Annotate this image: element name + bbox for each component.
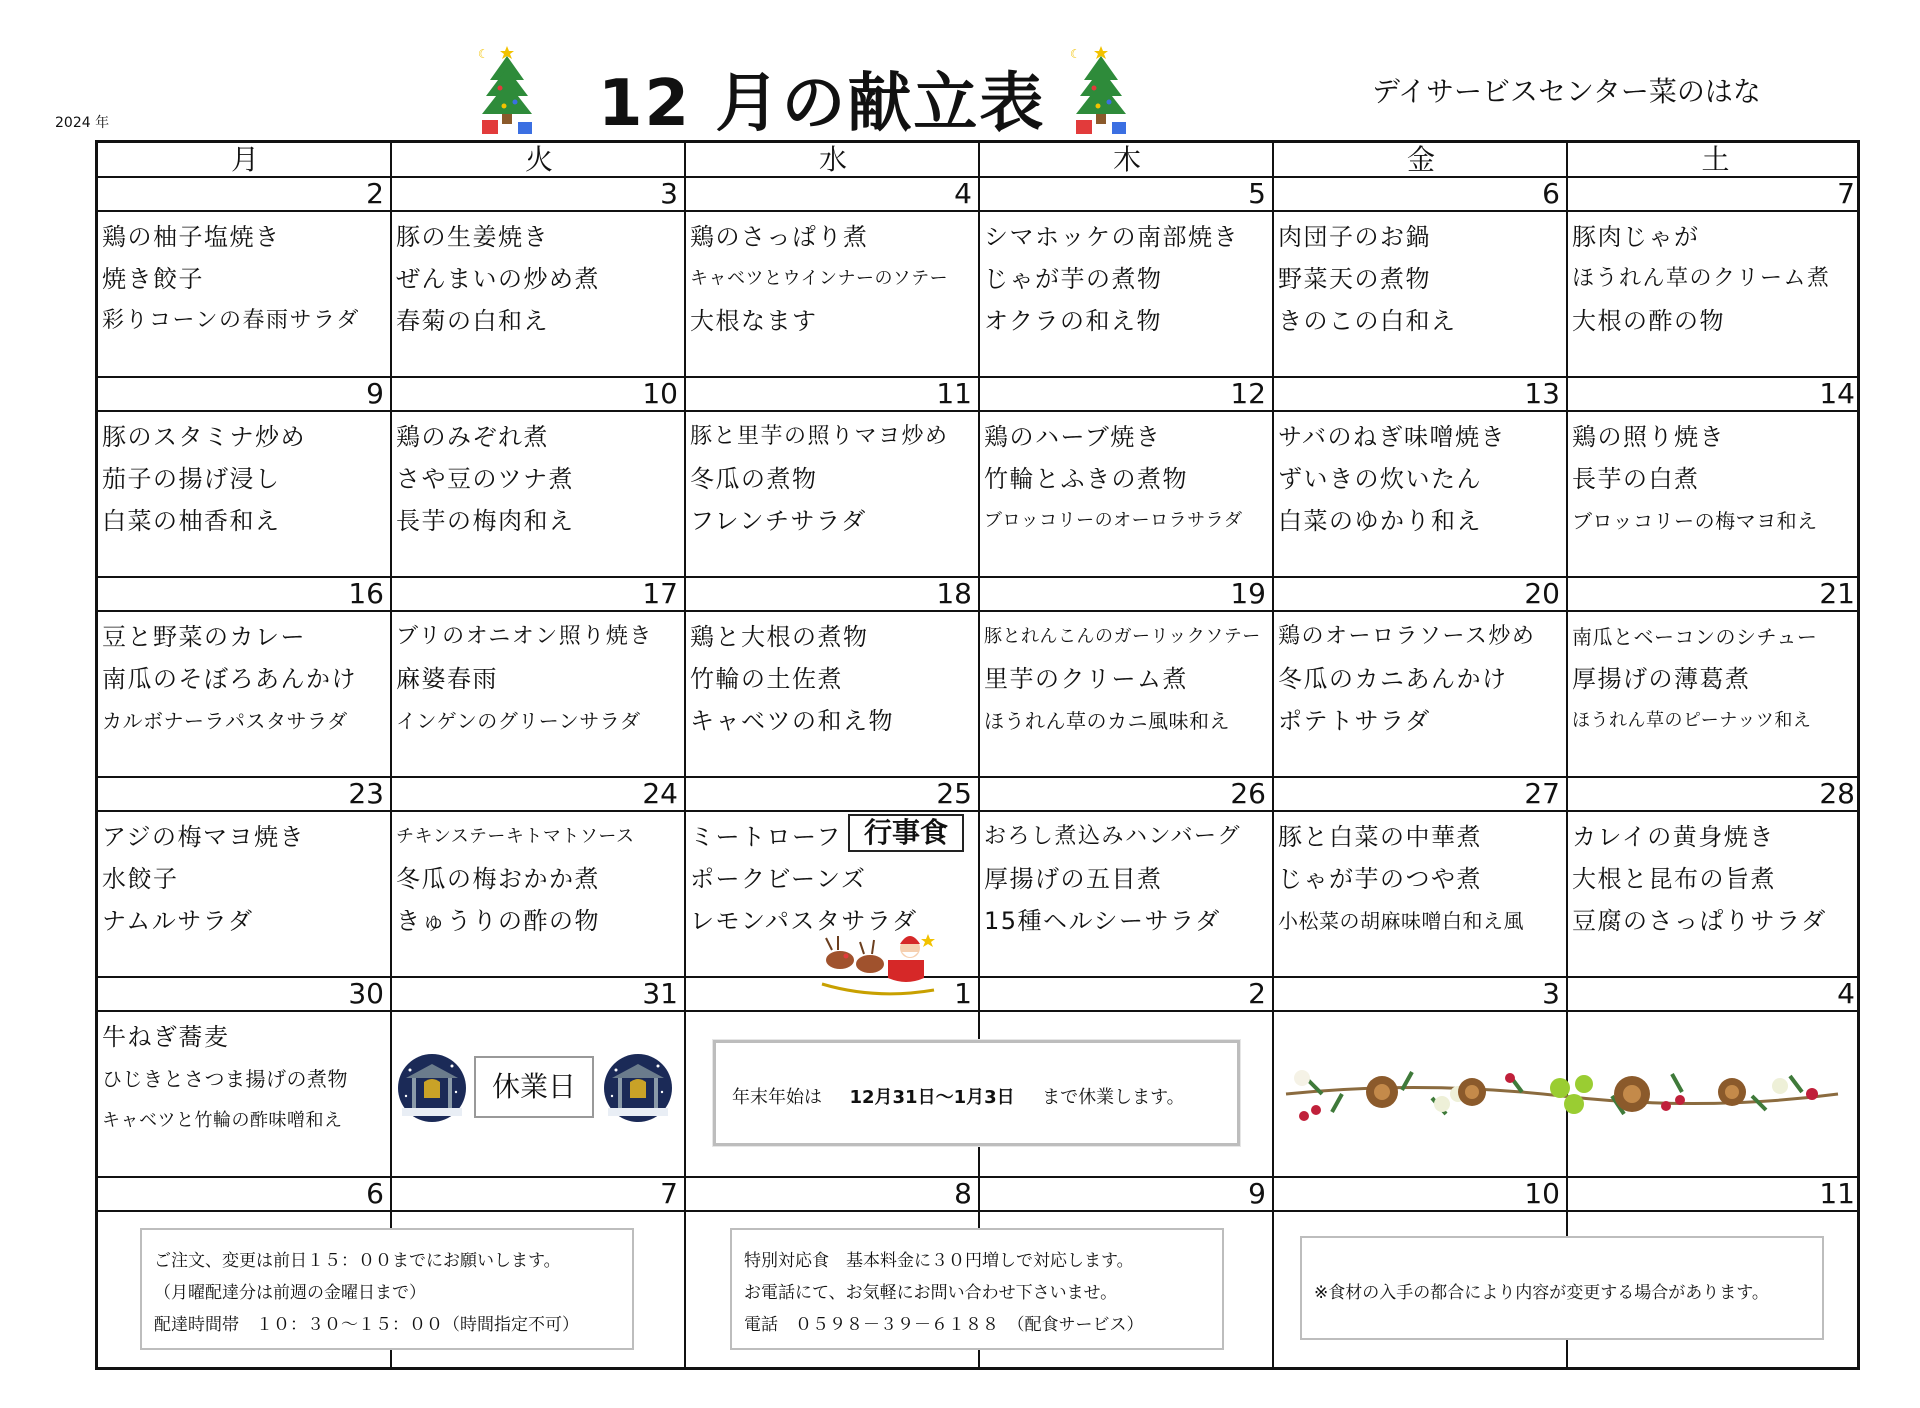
year-label: 2024 年 [55,115,110,131]
menu-dish: ブリのオニオン照り焼き [396,624,653,649]
day-number: 17 [642,577,678,610]
menu-dish: ほうれん草のクリーム煮 [1572,266,1831,291]
christmas-tree-icon [1062,40,1140,140]
day-number: 24 [642,777,678,810]
menu-dish: 冬瓜の煮物 [690,465,818,493]
menu-dish: ひじきとさつま揚げの煮物 [102,1067,348,1091]
menu-dish: 里芋のクリーム煮 [984,665,1188,693]
menu-dish: 白菜の柚香和え [102,507,281,535]
order-notice-line: （月曜配達分は前週の金曜日まで） [154,1283,426,1303]
menu-dish: 麻婆春雨 [396,665,498,693]
weekday-header: 木 [1112,143,1141,176]
menu-dish: 冬瓜の梅おかか煮 [396,865,600,893]
special-notice-line: 特別対応食 基本料金に３０円増しで対応します。 [744,1251,1134,1271]
menu-dish: 鶏のハーブ焼き [984,423,1162,451]
ingredient-notice-text: ※食材の入手の都合により内容が変更する場合があります。 [1314,1283,1769,1303]
order-notice [140,1228,634,1350]
day-number: 2 [1248,977,1266,1010]
order-notice-line: ご注文、変更は前日１５：００までにお願いします。 [154,1251,561,1271]
day-number: 12 [1230,377,1266,410]
menu-dish: ブロッコリーのオーロラサラダ [984,510,1243,531]
menu-dish: 牛ねぎ蕎麦 [102,1023,230,1051]
notice-period: 12月31日〜1月3日 [849,1087,1015,1108]
notice-suffix: まで休業します。 [1042,1087,1185,1108]
menu-dish: 鶏の照り焼き [1572,423,1725,451]
menu-dish: 春菊の白和え [396,307,549,335]
menu-dish: 長芋の梅肉和え [396,507,575,535]
day-number: 7 [1837,177,1855,210]
menu-dish: キャベツと竹輪の酢味噌和え [102,1110,343,1131]
ingredient-change-notice [1300,1236,1824,1340]
pine-cone-garland-icon [1282,1050,1842,1140]
menu-dish: ずいきの炊いたん [1278,465,1482,493]
menu-dish: 大根と昆布の旨煮 [1572,865,1776,893]
menu-dish: 豚と白菜の中華煮 [1278,823,1482,851]
menu-dish: 豆腐のさっぱりサラダ [1572,907,1827,935]
menu-dish: 野菜天の煮物 [1278,265,1431,293]
menu-dish: きのこの白和え [1278,307,1457,335]
menu-dish: 焼き餃子 [102,265,204,293]
order-notice-line: 配達時間帯 １０：３０〜１５：００（時間指定不可） [154,1315,579,1335]
menu-dish: ブロッコリーの梅マヨ和え [1572,509,1818,533]
menu-dish: 大根の酢の物 [1572,307,1725,335]
menu-dish: 竹輪とふきの煮物 [984,465,1188,493]
day-number: 27 [1524,777,1560,810]
day-number: 11 [1819,1177,1855,1210]
temple-bell-icon [602,1052,674,1124]
menu-dish: 15種ヘルシーサラダ [984,907,1221,935]
day-number: 3 [660,177,678,210]
menu-dish: おろし煮込みハンバーグ [984,824,1241,849]
svg-text:☾: ☾ [478,47,489,61]
notice-prefix: 年末年始は [732,1087,822,1108]
organization-name: デイサービスセンター菜のはな [1372,75,1761,108]
day-number: 9 [366,377,384,410]
menu-dish: 南瓜のそぼろあんかけ [102,665,357,693]
day-number: 4 [1837,977,1855,1010]
day-number: 7 [660,1177,678,1210]
menu-dish: サバのねぎ味噌焼き [1278,423,1507,451]
day-number: 6 [366,1177,384,1210]
menu-dish: 豚とれんこんのガーリックソテー [984,626,1261,647]
menu-dish: 豚と里芋の照りマヨ炒め [690,424,949,449]
temple-bell-icon [396,1052,468,1124]
menu-dish: 鶏のオーロラソース炒め [1278,624,1536,649]
menu-dish: 長芋の白煮 [1572,465,1700,493]
menu-dish: 南瓜とベーコンのシチュー [1572,625,1818,649]
day-number: 2 [366,177,384,210]
menu-dish: フレンチサラダ [690,507,867,535]
day-number: 9 [1248,1177,1266,1210]
day-number: 4 [954,177,972,210]
day-number: 1 [954,977,972,1010]
menu-dish: 水餃子 [102,865,179,893]
new-year-notice [713,1040,1240,1146]
menu-dish: 茄子の揚げ浸し [102,465,281,493]
page-title: 12 月の献立表 [598,67,1046,141]
menu-dish: きゅうりの酢の物 [396,907,600,935]
menu-dish: インゲンのグリーンサラダ [396,709,641,733]
menu-dish: ぜんまいの炒め煮 [396,265,600,293]
day-number: 31 [642,977,678,1010]
menu-dish: ミートローフ [690,823,842,851]
menu-dish: 豚の生姜焼き [396,223,549,251]
day-number: 14 [1819,377,1855,410]
weekday-header: 水 [818,143,847,176]
menu-calendar [95,140,1860,1370]
christmas-tree-icon [468,40,546,140]
santa-sleigh-icon [816,920,940,1004]
day-number: 16 [348,577,384,610]
day-number: 11 [936,377,972,410]
menu-dish: レモンパスタサラダ [690,907,918,935]
weekday-header: 火 [524,143,553,176]
menu-dish: カルボナーラパスタサラダ [102,709,348,733]
day-number: 26 [1230,777,1266,810]
holiday-label: 休業日 [474,1056,594,1118]
day-number: 19 [1230,577,1266,610]
menu-dish: 鶏のさっぱり煮 [690,223,869,251]
menu-dish: 豚肉じゃが [1572,223,1700,251]
menu-dish: さや豆のツナ煮 [396,465,575,493]
menu-dish: 大根なます [690,307,818,335]
menu-dish: オクラの和え物 [984,307,1163,335]
menu-dish: じゃが芋の煮物 [984,265,1163,293]
day-number: 10 [642,377,678,410]
menu-dish: カレイの黄身焼き [1572,823,1775,851]
menu-dish: 彩りコーンの春雨サラダ [102,308,360,333]
day-number: 23 [348,777,384,810]
special-notice-line: 電話 ０５９８－３９－６１８８ （配食サービス） [744,1315,1144,1335]
day-number: 5 [1248,177,1266,210]
menu-dish: キャベツとウインナーのソテー [690,268,949,289]
menu-dish: 竹輪の土佐煮 [690,665,843,693]
day-number: 30 [348,977,384,1010]
menu-dish: 冬瓜のカニあんかけ [1278,665,1508,693]
menu-dish: ポークビーンズ [690,865,867,893]
menu-dish: じゃが芋のつや煮 [1278,865,1482,893]
menu-dish: キャベツの和え物 [690,707,894,735]
day-number: 21 [1819,577,1855,610]
menu-dish: 厚揚げの薄葛煮 [1572,665,1751,693]
day-number: 8 [954,1177,972,1210]
menu-dish: ナムルサラダ [102,907,254,935]
menu-dish: 肉団子のお鍋 [1278,223,1431,251]
weekday-header: 月 [230,143,259,176]
menu-dish: 白菜のゆかり和え [1278,507,1482,535]
menu-dish: チキンステーキトマトソース [396,826,635,847]
menu-dish: 厚揚げの五目煮 [984,865,1163,893]
day-number: 28 [1819,777,1855,810]
menu-dish: 鶏の柚子塩焼き [102,223,281,251]
special-diet-notice [730,1228,1224,1350]
day-number: 20 [1524,577,1560,610]
day-number: 3 [1542,977,1560,1010]
menu-dish: アジの梅マヨ焼き [102,823,306,851]
menu-dish: 豆と野菜のカレー [102,623,306,651]
day-number: 13 [1524,377,1560,410]
day-number: 18 [936,577,972,610]
menu-dish: ほうれん草のカニ風味和え [984,709,1230,733]
svg-text:☾: ☾ [1070,47,1081,61]
weekday-header: 金 [1406,143,1435,176]
day-number: 6 [1542,177,1560,210]
menu-dish: ポテトサラダ [1278,707,1431,735]
menu-dish: 小松菜の胡麻味噌白和え風 [1278,909,1524,933]
weekday-header: 土 [1701,143,1730,176]
menu-dish: シマホッケの南部焼き [984,223,1239,251]
event-meal-badge: 行事食 [848,814,964,852]
menu-dish: ほうれん草のピーナッツ和え [1572,710,1812,731]
day-number: 10 [1524,1177,1560,1210]
menu-dish: 鶏と大根の煮物 [690,623,869,651]
day-number: 25 [936,777,972,810]
special-notice-line: お電話にて、お気軽にお問い合わせ下さいませ。 [744,1283,1118,1303]
menu-dish: 鶏のみぞれ煮 [396,423,549,451]
menu-dish: 豚のスタミナ炒め [102,423,306,451]
